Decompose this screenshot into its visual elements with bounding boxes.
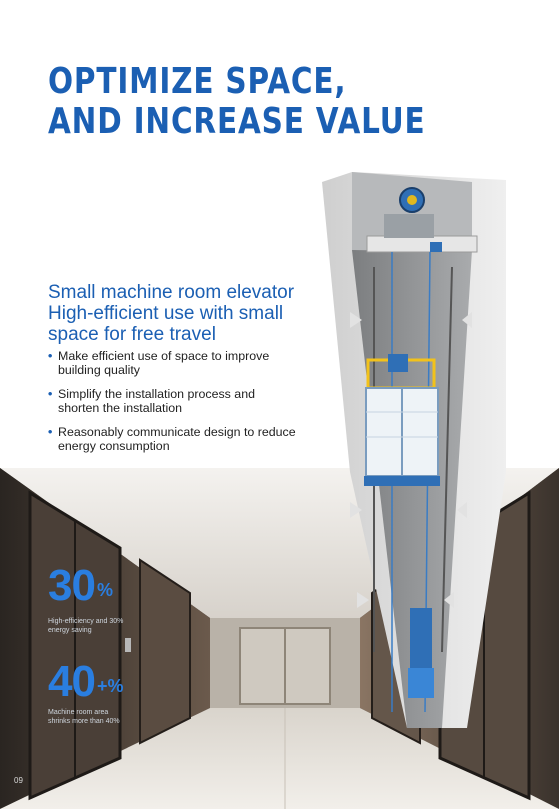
subheading-line-3: space for free travel <box>48 324 216 345</box>
stat-value: 30 <box>48 561 95 610</box>
stat-unit: % <box>96 580 113 600</box>
stat-area-reduction <box>48 657 124 706</box>
elevator-shaft-illustration <box>322 172 506 728</box>
feature-text: Reasonably communicate design to reduce energy consumption <box>58 425 296 453</box>
feature-item <box>48 349 298 377</box>
bullet-marker: • <box>48 349 53 363</box>
feature-text: Simplify the installation process and shorten the installation <box>58 387 255 415</box>
headline-line-1: OPTIMIZE SPACE, <box>48 61 347 102</box>
headline <box>48 62 425 142</box>
stat-caption: High-efficiency and 30% energy saving <box>48 618 124 634</box>
headline-line-2: AND INCREASE VALUE <box>48 101 426 142</box>
page-number: 09 <box>14 776 23 785</box>
stat-value: 40 <box>48 657 95 706</box>
subheading-line-1: Small machine room elevator <box>48 282 295 303</box>
subheading <box>48 282 294 345</box>
feature-item <box>48 387 298 415</box>
stat-caption: Machine room area shrinks more than 40% <box>48 709 120 725</box>
stat-unit: +% <box>96 676 124 696</box>
stat-energy-saving <box>48 561 113 610</box>
bullet-marker: • <box>48 387 53 401</box>
feature-list <box>48 349 298 463</box>
feature-text: Make efficient use of space to improve building quality <box>58 349 270 377</box>
bullet-marker: • <box>48 425 53 439</box>
subheading-line-2: High-efficient use with small <box>48 303 284 324</box>
feature-item <box>48 425 298 453</box>
